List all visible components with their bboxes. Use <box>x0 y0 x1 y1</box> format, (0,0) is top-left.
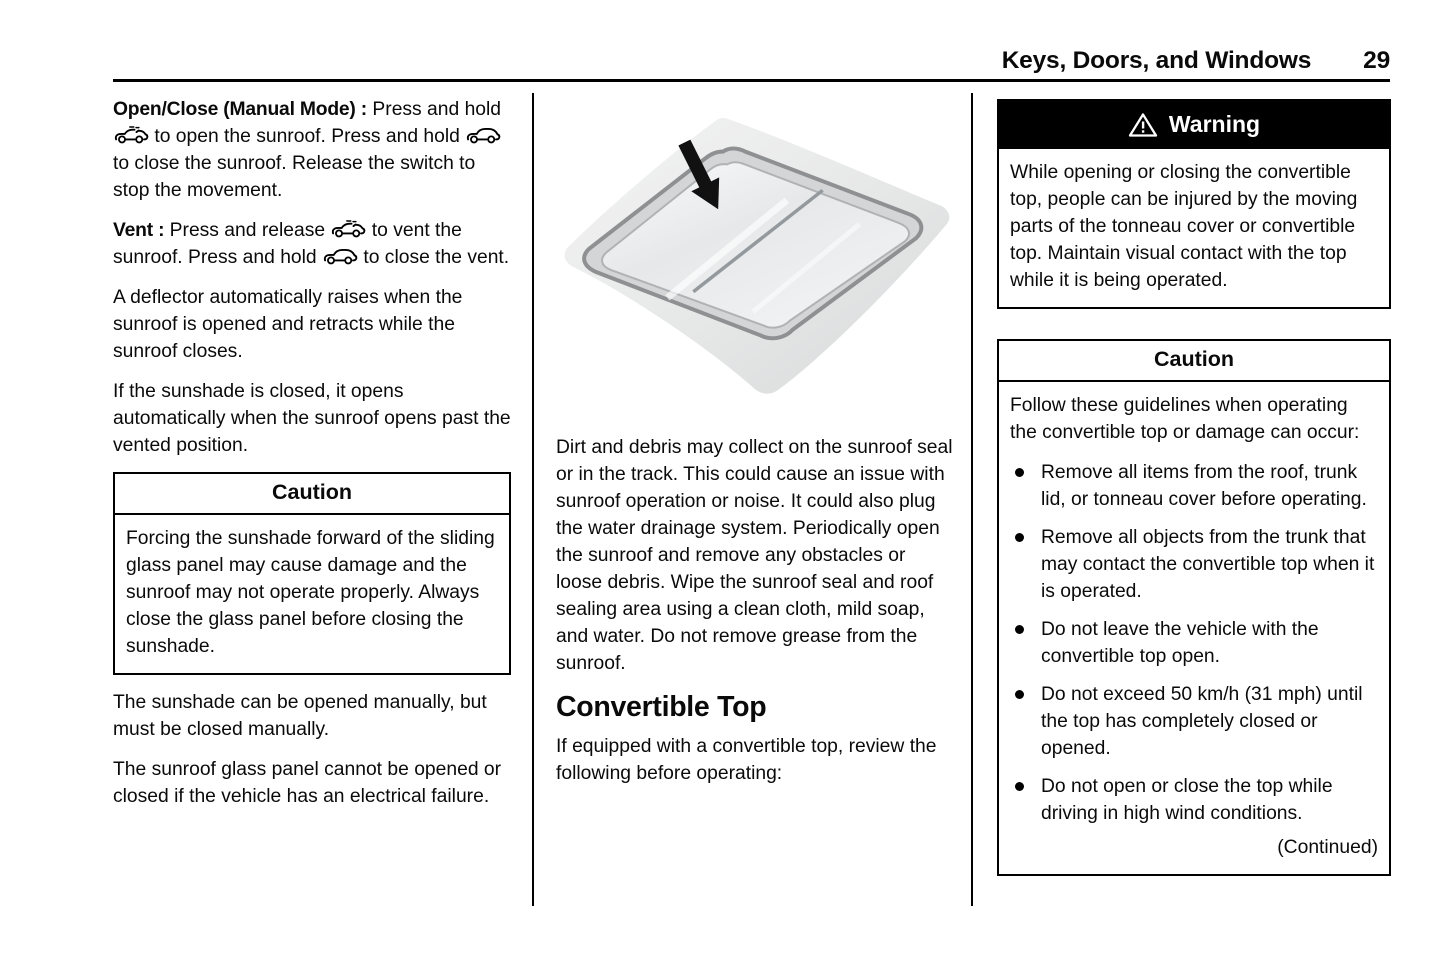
list-item: Remove all objects from the trunk that may contact the convertible top when it is operated. <box>1010 524 1378 605</box>
sunroof-illustration <box>556 102 956 410</box>
caution-box-title: Caution <box>115 474 509 515</box>
caution-box-convertible <box>997 339 1391 876</box>
sunroof-close-icon <box>322 247 358 266</box>
warning-box-title: Warning <box>1168 111 1261 137</box>
list-item: Remove all items from the roof, trunk lid, or tonneau cover before operating. <box>1010 459 1378 513</box>
term-open-close: Open/Close (Manual Mode) : <box>113 99 368 120</box>
paragraph-electrical-failure: The sunroof glass panel cannot be opened or closed if the vehicle has an electrical failure. <box>113 759 502 807</box>
caution-box-body: Forcing the sunshade forward of the sliding glass panel may cause damage and the sunroof may not operate properly. Always close the glass panel before closing the sunshade. <box>126 528 495 657</box>
list-item: Do not open or close the top while driving in high wind conditions. <box>1010 773 1378 827</box>
warning-triangle-icon <box>1128 112 1158 138</box>
sunroof-close-icon <box>465 126 501 145</box>
paragraph-manual-operation: The sunshade can be opened manually, but must be closed manually. <box>113 692 487 740</box>
caution-box-body <box>999 382 1389 874</box>
continued-note: (Continued) <box>1277 837 1378 858</box>
paragraph-dirt-debris: Dirt and debris may collect on the sunroof seal or in the track. This could cause an issue with sunroof operation or noise. It could also plug the water drainage system. Periodically open the sunroof and remove any obstacles or loose debris. Wipe the sunroof seal and roof sealing area using a clean cloth, mild soap, and water. Do not remove grease from the sunroof. <box>556 437 953 674</box>
term-vent: Vent : <box>113 220 165 241</box>
caution-box-title: Caution <box>999 341 1389 382</box>
sunroof-open-icon <box>113 126 149 145</box>
list-item: Do not exceed 50 km/h (31 mph) until the top has completely closed or opened. <box>1010 681 1378 762</box>
warning-box-header <box>999 101 1389 149</box>
page-number: 29 <box>1363 47 1390 74</box>
paragraph-convertible-intro: If equipped with a convertible top, review the following before operating: <box>556 736 937 784</box>
paragraph-vent: Vent : Press and release to vent the sunroof. Press and hold to close the vent. <box>113 220 510 268</box>
header-rule <box>113 79 1390 82</box>
warning-box <box>997 99 1391 309</box>
paragraph-sunshade-auto: If the sunshade is closed, it opens automatically when the sunroof opens past the vented position. <box>113 381 511 456</box>
section-heading-convertible-top: Convertible Top <box>556 691 767 723</box>
left-column <box>113 96 511 823</box>
page-header <box>1002 47 1390 75</box>
list-item: Do not leave the vehicle with the convertible top open. <box>1010 616 1378 670</box>
paragraph-open-close: Open/Close (Manual Mode) : Press and hold to open the sunroof. Press and hold to close the sunroof. Release the switch to stop the movement. <box>113 99 502 201</box>
right-column <box>997 96 1391 890</box>
paragraph-deflector: A deflector automatically raises when the sunroof is opened and retracts while the sunroof closes. <box>113 287 463 362</box>
chapter-title: Keys, Doors, and Windows <box>1001 47 1312 74</box>
caution-bullet-list <box>1010 459 1378 827</box>
column-divider <box>971 93 973 906</box>
middle-column <box>556 96 956 800</box>
warning-box-body: While opening or closing the convertible top, people can be injured by the moving parts of the tonneau cover or convertible top. Maintain visual contact with the top while it is being operated. <box>1010 162 1358 291</box>
caution-intro: Follow these guidelines when operating the convertible top or damage can occur: <box>1010 395 1360 443</box>
column-divider <box>532 93 534 906</box>
caution-box-sunshade <box>113 472 511 675</box>
sunroof-open-icon <box>330 220 366 239</box>
